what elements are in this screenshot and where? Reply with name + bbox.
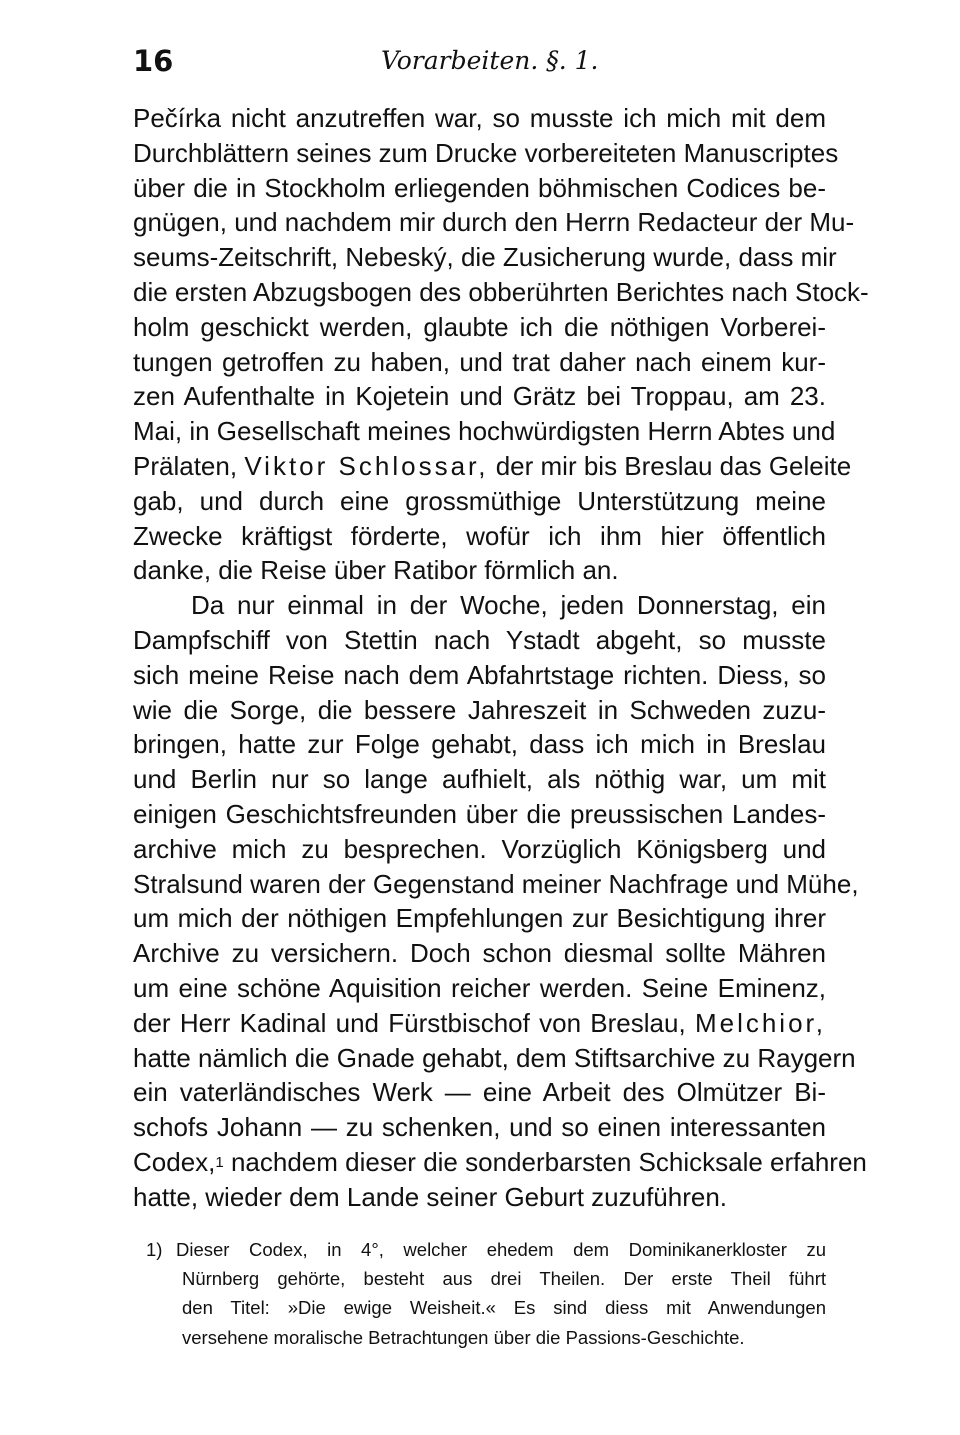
running-head: Vorarbeiten. §. 1. [381, 46, 599, 75]
text-line: einigen Geschichtsfreunden über die preussischen Landes- [133, 798, 826, 829]
text-line: um mich der nöthigen Empfehlungen zur Besichtigung ihrer [133, 903, 826, 934]
text-line: bringen, hatte zur Folge gehabt, dass ich mich in Breslau [133, 729, 826, 760]
text-line: seums-Zeitschrift, Nebeský, die Zusicherung wurde, dass mir [133, 242, 837, 273]
text-line: gnügen, und nachdem mir durch den Herrn Redacteur der Mu- [133, 207, 855, 238]
footnote-line: den Titel: »Die ewige Weisheit.« Es sind diess mit Anwendungen [182, 1297, 826, 1319]
text-line: hatte nämlich die Gnade gehabt, dem Stiftsarchive zu Raygern [133, 1042, 856, 1073]
text-line: tungen getroffen zu haben, und trat daher nach einem kur- [133, 346, 826, 377]
text-segment: der mir bis Breslau das Geleite [495, 450, 852, 481]
footnote-line: versehene moralische Betrachtungen über die Passions-Geschichte. [182, 1326, 745, 1348]
main-text [133, 101, 869, 1215]
text-line: schofs Johann — zu schenken, und so einen interessanten [133, 1112, 826, 1143]
text-line: sich meine Reise nach dem Abfahrtstage richten. Diess, so [133, 659, 826, 690]
text-segment: Prälaten, [133, 450, 238, 481]
text-line: Pečírka nicht anzutreffen war, so musste ich mich mit dem [133, 103, 826, 133]
person-name: Melchior, [694, 1007, 826, 1038]
page-number: 16 [133, 44, 174, 78]
text-segment: Codex, [133, 1146, 216, 1177]
text-line: über die in Stockholm erliegenden böhmischen Codices be- [133, 172, 826, 203]
text-line: gab, und durch eine grossmüthige Unterstützung meine [133, 485, 826, 516]
text-line: Archive zu versichern. Doch schon diesmal sollte Mähren [133, 938, 826, 969]
text-segment: nachdem dieser die sonderbarsten Schicksale erfahren [230, 1146, 867, 1177]
text-line [133, 1006, 826, 1041]
text-line [133, 449, 852, 484]
text-line: archive mich zu besprechen. Vorzüglich Königsberg und [133, 833, 826, 864]
text-line: Zwecke kräftigst förderte, wofür ich ihm hier öffentlich [133, 520, 826, 551]
paragraph-start-line: Da nur einmal in der Woche, jeden Donnerstag, ein [191, 590, 826, 621]
page-header [133, 44, 826, 84]
text-line: um eine schöne Aquisition reicher werden. Seine Eminenz, [133, 972, 826, 1003]
text-line: Dampfschiff von Stettin nach Ystadt abgeht, so musste [133, 624, 826, 655]
text-line: Durchblättern seines zum Drucke vorbereiteten Manuscriptes [133, 137, 839, 168]
text-line: wie die Sorge, die bessere Jahreszeit in Schweden zuzu- [133, 694, 826, 725]
text-segment: der Herr Kadinal und Fürstbischof von Breslau, [133, 1007, 686, 1038]
person-name: Viktor Schlossar, [244, 450, 489, 481]
text-line: und Berlin nur so lange aufhielt, als nöthig war, um mit [133, 764, 826, 795]
text-line: Mai, in Gesellschaft meines hochwürdigsten Herrn Abtes und [133, 416, 836, 447]
text-line: zen Aufenthalte in Kojetein und Grätz bei Troppau, am 23. [133, 381, 826, 412]
text-line: Stralsund waren der Gegenstand meiner Nachfrage und Mühe, [133, 868, 859, 899]
footnote-reference: 1 [215, 1153, 224, 1171]
text-line: holm geschickt werden, glaubte ich die nöthigen Vorberei- [133, 311, 826, 342]
paragraph-end-line: hatte, wieder dem Lande seiner Geburt zuzuführen. [133, 1181, 728, 1212]
footnote-line: Nürnberg gehörte, besteht aus drei Theilen. Der erste Theil führt [182, 1268, 826, 1290]
footnote-marker: 1) [146, 1239, 163, 1260]
text-line: ein vaterländisches Werk — eine Arbeit des Olmützer Bi- [133, 1077, 826, 1108]
text-line: die ersten Abzugsbogen des obberührten Berichtes nach Stock- [133, 276, 869, 307]
footnote-text: Dieser Codex, in 4°, welcher ehedem dem Dominikanerkloster zu [176, 1239, 826, 1260]
footnote-line [146, 1235, 826, 1264]
paragraph-end-line: danke, die Reise über Ratibor förmlich an. [133, 555, 619, 586]
text-line [133, 1145, 867, 1180]
footnote [146, 1235, 826, 1352]
